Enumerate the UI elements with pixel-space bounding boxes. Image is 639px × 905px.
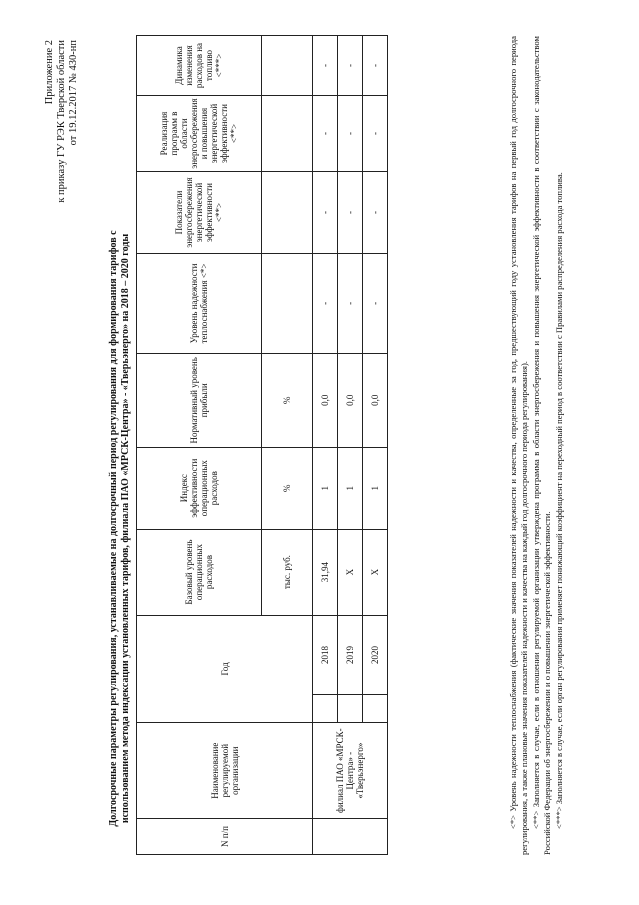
year-cell: 2018 bbox=[313, 615, 338, 695]
header-org: Наименование регулируемой организации bbox=[137, 723, 313, 819]
unit-profit: % bbox=[262, 353, 313, 447]
index-cell: 1 bbox=[313, 447, 338, 529]
energy-cell: - bbox=[363, 172, 388, 254]
appendix-line-3: от 19.12.2017 № 430-нп bbox=[68, 40, 79, 146]
base-cell: Х bbox=[338, 529, 363, 615]
year-cell: 2019 bbox=[338, 615, 363, 695]
programs-cell: - bbox=[338, 96, 363, 172]
header-profit: Нормативный уровень прибыли bbox=[137, 353, 262, 447]
reliability-cell: - bbox=[363, 253, 388, 353]
row-num bbox=[313, 819, 388, 855]
footnote: <*> Уровень надежности теплоснабжения (фактические значения показателей надежности и качества, определенные за год, предшествующий году установления тарифов на первый год долгосрочного периода регулирования, а также плановые значения показателей надежности и качества на каждый год долгосрочного периода регулирования). bbox=[508, 36, 529, 855]
parameters-table bbox=[136, 35, 388, 855]
reliability-cell: - bbox=[338, 253, 363, 353]
org-name: филиал ПАО «МРСК-Центра» - «Тверьэнерго» bbox=[313, 723, 388, 819]
unit-base: тыс. руб. bbox=[262, 529, 313, 615]
header-energy: Показатели энергосбережения энергетической эффективности <**> bbox=[137, 172, 262, 254]
header-index: Индекс эффективности операционных расходов bbox=[137, 447, 262, 529]
header-num: N п/п bbox=[137, 819, 313, 855]
header-reliability: Уровень надежности теплоснабжения <*> bbox=[137, 253, 262, 353]
index-cell: 1 bbox=[338, 447, 363, 529]
footnote: <**> Заполняется в случае, если в отношении регулируемой организации утверждена программа в области энергосбережения и повышения энергетической эффективности в соответствии с законодательством Российской Федерации об энергосбережении и о повышении энергетической эффективности. bbox=[531, 36, 552, 855]
unit-empty bbox=[262, 253, 313, 353]
energy-cell: - bbox=[313, 172, 338, 254]
document-title: Долгосрочные параметры регулирования, устанавливаемые на долгосрочный период регулирования для формирования тарифов с использованием метода индексации установленных тарифов, филиала ПАО «МРСК-Центра» - «Тверьэнерго» на 2018 – 2020 годы bbox=[108, 230, 131, 827]
header-programs: Реализация программ в области энергосбережения и повышения энергетической эффективности <**> bbox=[137, 96, 262, 172]
appendix-line-2: к приказу ГУ РЭК Тверской области bbox=[56, 40, 67, 203]
unit-empty bbox=[262, 96, 313, 172]
year-left-cell bbox=[313, 695, 338, 723]
footnotes bbox=[508, 36, 566, 855]
fuel-cell: - bbox=[313, 36, 338, 96]
header-base: Базовый уровень операционных расходов bbox=[137, 529, 262, 615]
base-cell: 31,94 bbox=[313, 529, 338, 615]
base-cell: Х bbox=[363, 529, 388, 615]
profit-cell: 0,0 bbox=[363, 353, 388, 447]
year-left-cell bbox=[363, 695, 388, 723]
programs-cell: - bbox=[313, 96, 338, 172]
profit-cell: 0,0 bbox=[338, 353, 363, 447]
footnote: <***> Заполняется в случае, если орган регулирования применяет понижающий коэффициент на переходный период в соответствии с Правилами распределения расхода топлива. bbox=[554, 172, 564, 829]
table-row bbox=[313, 36, 338, 855]
reliability-cell: - bbox=[313, 253, 338, 353]
header-fuel: Динамика изменения расходов на топливо <***> bbox=[137, 36, 262, 96]
appendix-line-1: Приложение 2 bbox=[44, 40, 55, 105]
fuel-cell: - bbox=[338, 36, 363, 96]
programs-cell: - bbox=[363, 96, 388, 172]
profit-cell: 0,0 bbox=[313, 353, 338, 447]
unit-index: % bbox=[262, 447, 313, 529]
appendix-header bbox=[44, 40, 80, 203]
fuel-cell: - bbox=[363, 36, 388, 96]
header-row bbox=[137, 36, 262, 855]
unit-empty bbox=[262, 172, 313, 254]
index-cell: 1 bbox=[363, 447, 388, 529]
header-year: Год bbox=[137, 615, 313, 723]
unit-empty bbox=[262, 36, 313, 96]
energy-cell: - bbox=[338, 172, 363, 254]
year-cell: 2020 bbox=[363, 615, 388, 695]
year-left-cell bbox=[338, 695, 363, 723]
